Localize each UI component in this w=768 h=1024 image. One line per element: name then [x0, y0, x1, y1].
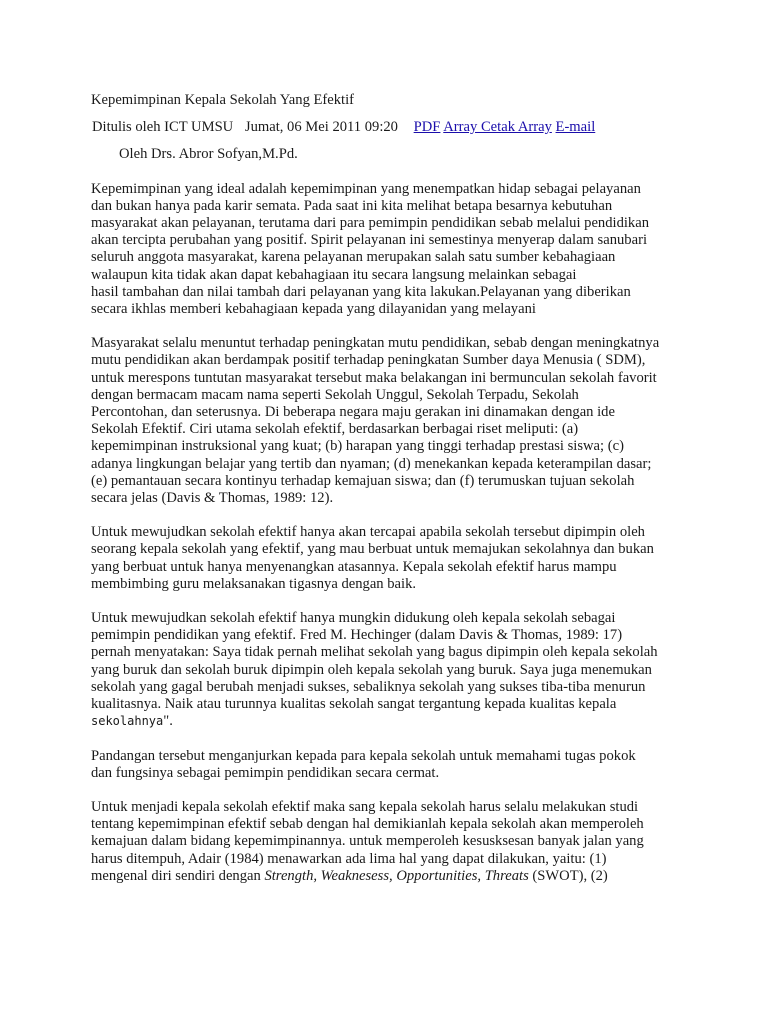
paragraph-1: Kepemimpinan yang ideal adalah kepemimpinan yang menempatkan hidap sebagai pelayanan dan bukan hanya pada karir semata. Pada saat ini kita melihat betapa besarnya kebutuhan masyarakat akan pelayanan, terutama dari para pemimpin pendidikan sebab melalui pendidikan akan tercipta perubahan yang positif. Spirit pelayanan ini semestinya menyerap dalam sanubari seluruh anggota masyarakat, karena pelayanan merupakan salah satu sumber kebahagiaan walaupun kita tidak akan dapat kebahagiaan itu secara langsung melainkan sebagai hasil tambahan dan nilai tambah dari pelayanan yang kita lakukan.Pelayanan yang diberikan secara ikhlas memberi kebahagiaan kepada yang dilayanidan yang melayani: [91, 180, 649, 318]
paragraph-4-tail: sekolahnya: [91, 714, 164, 729]
publish-date: Jumat, 06 Mei 2011 09:20: [244, 119, 398, 136]
article-meta: [92, 119, 691, 136]
paragraph-5: Pandangan tersebut menganjurkan kepada para kepala sekolah untuk memahami tugas pokok dan fungsinya sebagai pemimpin pendidikan secara cermat.: [91, 747, 636, 781]
paragraph-6: [91, 799, 691, 885]
paragraph-4-body: Untuk mewujudkan sekolah efektif hanya mungkin didukung oleh kepala sekolah sebagai pemimpin pendidikan yang efektif. Fred M. Hechinger (dalam Davis & Thomas, 1989: 17) pernah menyatakan: Saya tidak pernah melihat sekolah yang bagus dipimpin oleh kepala sekolah yang buruk dan sekolah buruk dipimpin oleh kepala sekolah yang buruk. Saya juga menemukan sekolah yang gagal berubah menjadi sukses, sebaliknya sekolah yang sukses tiba-tiba menurun kualitasnya. Naik atau turunnya kualitas sekolah sangat tergantung kepada kualitas kepala: [91, 610, 658, 713]
paragraph-4: [91, 610, 691, 730]
print-link[interactable]: Array Cetak Array: [443, 119, 552, 136]
paragraph-6-tail: (SWOT), (2): [528, 867, 608, 884]
paragraph-6-body: Untuk menjadi kepala sekolah efektif maka sang kepala sekolah harus selalu melakukan studi tentang kepemimpinan efektif sebab dengan hal demikianlah kepala sekolah akan memperoleh kemajuan dalam bidang kepemimpinannya. untuk memperoleh kesusksesan banyak jalan yang harus ditempuh, Adair (1984) menawarkan ada lima hal yang dapat dilakukan, yaitu: (1) mengenal diri sendiri dengan: [91, 798, 644, 884]
swot-terms: Strength, Weaknesess, Opportunities, Threats: [264, 867, 529, 884]
email-link[interactable]: E-mail: [555, 119, 596, 136]
document-page: [91, 92, 691, 902]
pdf-link[interactable]: PDF: [413, 119, 441, 136]
author-line: Oleh Drs. Abror Sofyan,M.Pd.: [119, 146, 298, 163]
document-title: Kepemimpinan Kepala Sekolah Yang Efektif: [91, 92, 355, 108]
paragraph-3: Untuk mewujudkan sekolah efektif hanya akan tercapai apabila sekolah tersebut dipimpin oleh seorang kepala sekolah yang efektif, yang mau berbuat untuk memajukan sekolahnya dan bukan yang berbuat untuk hanya menyenangkan atasannya. Kepala sekolah efektif harus mampu membimbing guru melaksanakan tigasnya dengan baik.: [91, 524, 654, 592]
written-by: Ditulis oleh ICT UMSU: [92, 119, 234, 136]
paragraph-4-end: ".: [163, 713, 173, 730]
paragraph-2: Masyarakat selalu menuntut terhadap peningkatan mutu pendidikan, sebab dengan meningkatnya mutu pendidikan akan berdampak positif terhadap peningkatan Sumber daya Menusia ( SDM), untuk merespons tuntutan masyarakat tersebut maka belakangan ini bermunculan sekolah favorit dengan bermacam macam nama seperti Sekolah Unggul, Sekolah Terpadu, Sekolah Percontohan, dan seterusnya. Di beberapa negara maju gerakan ini dinamakan dengan ide Sekolah Efektif. Ciri utama sekolah efektif, berdasarkan berbagai riset meliputi: (a) kepemimpinan instruksional yang kuat; (b) harapan yang tinggi terhadap prestasi siswa; (c) adanya lingkungan belajar yang tertib dan nyaman; (d) menekankan kepada keterampilan dasar; (e) pemantauan secara kontinyu terhadap kemajuan siswa; dan (f) terumuskan tujuan sekolah secara jelas (Davis & Thomas, 1989: 12).: [91, 335, 660, 507]
